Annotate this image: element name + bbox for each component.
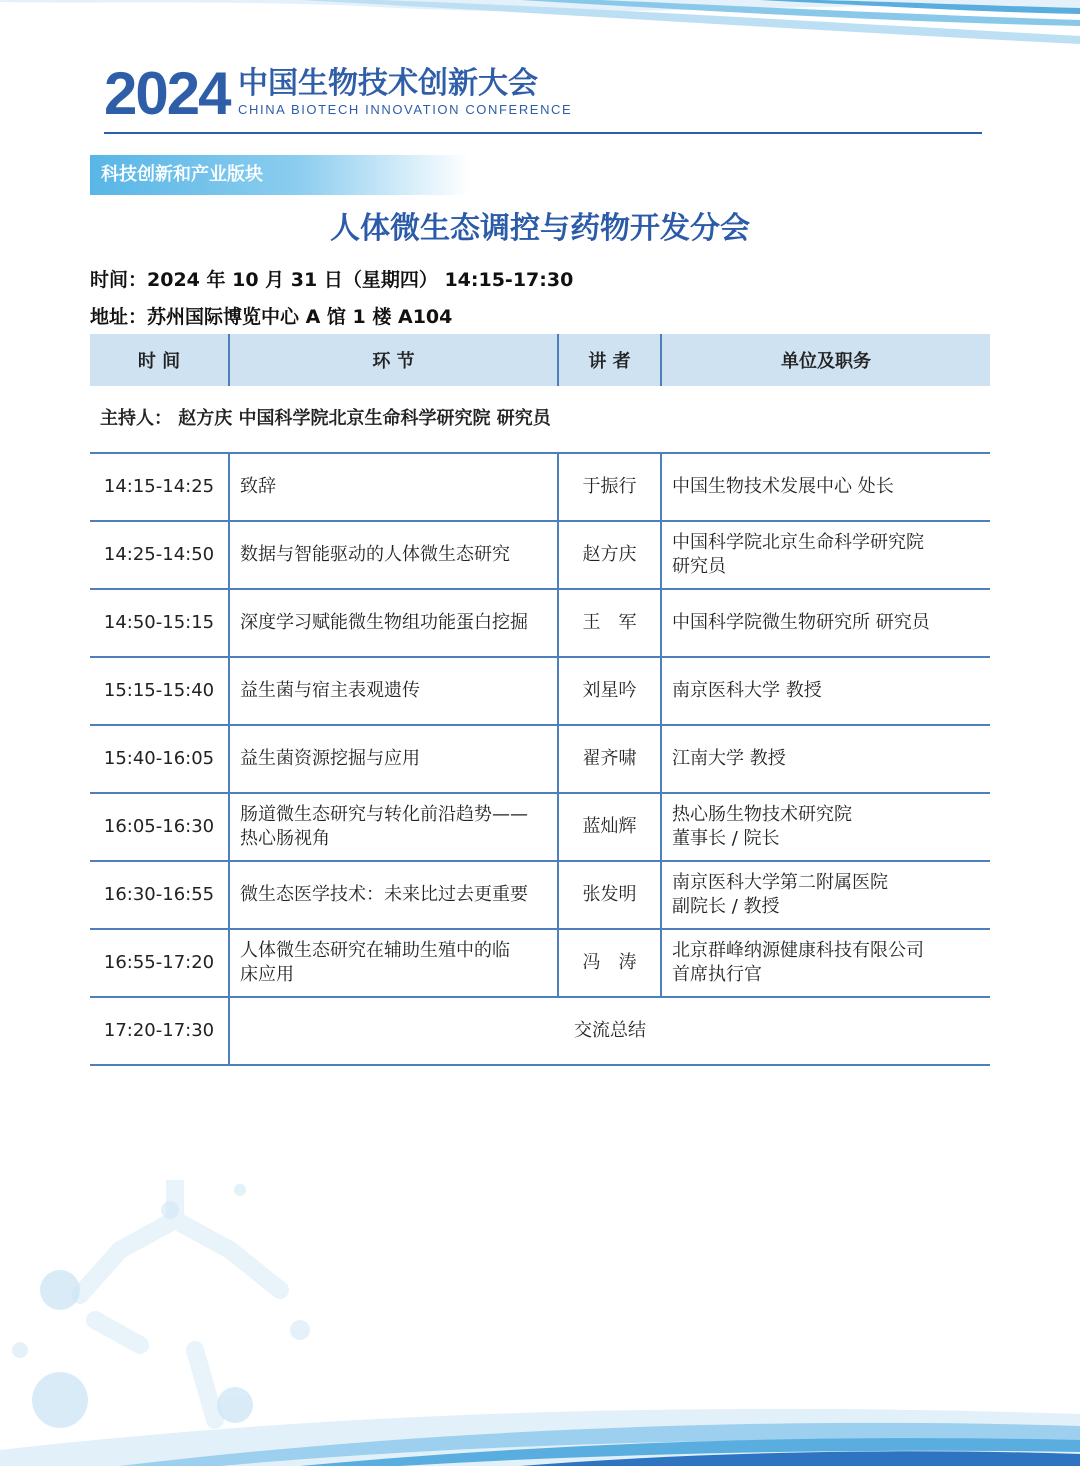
logo-year: 2024 — [104, 60, 230, 127]
agenda-row — [90, 657, 990, 725]
row-topic: 深度学习赋能微生物组功能蛋白挖掘 — [229, 589, 558, 657]
row-affiliation: 中国生物技术发展中心 处长 — [661, 453, 990, 521]
logo-english-name: CHINA BIOTECH INNOVATION CONFERENCE — [238, 102, 573, 117]
row-time: 16:55-17:20 — [90, 929, 229, 997]
closing-time: 17:20-17:30 — [90, 997, 229, 1065]
header-divider — [104, 132, 982, 134]
header-speaker: 讲 者 — [558, 334, 661, 386]
table-header-row — [90, 334, 990, 386]
row-affiliation: 江南大学 教授 — [661, 725, 990, 793]
row-speaker: 翟齐啸 — [558, 725, 661, 793]
row-speaker: 于振行 — [558, 453, 661, 521]
session-title: 人体微生态调控与药物开发分会 — [330, 211, 750, 246]
agenda-row — [90, 861, 990, 929]
host-row — [90, 386, 990, 453]
bottom-molecule-decoration — [0, 1180, 1080, 1466]
row-time: 16:30-16:55 — [90, 861, 229, 929]
agenda-row — [90, 793, 990, 861]
agenda-body — [90, 386, 990, 1065]
row-affiliation: 北京群峰纳源健康科技有限公司 首席执行官 — [661, 929, 990, 997]
row-speaker: 刘星吟 — [558, 657, 661, 725]
row-topic: 益生菌与宿主表观遗传 — [229, 657, 558, 725]
agenda-row — [90, 453, 990, 521]
agenda-row — [90, 589, 990, 657]
row-speaker: 赵方庆 — [558, 521, 661, 589]
row-topic: 益生菌资源挖掘与应用 — [229, 725, 558, 793]
row-affiliation: 热心肠生物技术研究院 董事长 / 院长 — [661, 793, 990, 861]
row-affiliation: 中国科学院微生物研究所 研究员 — [661, 589, 990, 657]
header-time: 时 间 — [90, 334, 229, 386]
closing-row — [90, 997, 990, 1065]
row-time: 14:15-14:25 — [90, 453, 229, 521]
section-badge-label: 科技创新和产业版块 — [101, 164, 263, 185]
session-time: 时间：2024 年 10 月 31 日（星期四） 14:15-17:30 — [90, 269, 574, 291]
row-affiliation: 南京医科大学 教授 — [661, 657, 990, 725]
row-affiliation: 中国科学院北京生命科学研究院 研究员 — [661, 521, 990, 589]
row-topic: 微生态医学技术：未来比过去更重要 — [229, 861, 558, 929]
row-topic: 肠道微生态研究与转化前沿趋势—— 热心肠视角 — [229, 793, 558, 861]
agenda-row — [90, 929, 990, 997]
session-address: 地址：苏州国际博览中心 A 馆 1 楼 A104 — [90, 306, 453, 328]
row-time: 16:05-16:30 — [90, 793, 229, 861]
agenda-table — [90, 334, 990, 1066]
row-time: 14:25-14:50 — [90, 521, 229, 589]
top-wave-decoration — [0, 0, 1080, 60]
logo-chinese-name: 中国生物技术创新大会 — [238, 66, 538, 101]
row-affiliation: 南京医科大学第二附属医院 副院长 / 教授 — [661, 861, 990, 929]
section-badge — [90, 155, 470, 195]
row-time: 15:40-16:05 — [90, 725, 229, 793]
agenda-row — [90, 521, 990, 589]
row-topic: 数据与智能驱动的人体微生态研究 — [229, 521, 558, 589]
closing-label: 交流总结 — [229, 997, 990, 1065]
row-topic: 人体微生态研究在辅助生殖中的临 床应用 — [229, 929, 558, 997]
row-speaker: 张发明 — [558, 861, 661, 929]
row-topic: 致辞 — [229, 453, 558, 521]
agenda-row — [90, 725, 990, 793]
header-affiliation: 单位及职务 — [661, 334, 990, 386]
row-speaker: 冯 涛 — [558, 929, 661, 997]
host-line: 主持人： 赵方庆 中国科学院北京生命科学研究院 研究员 — [90, 386, 990, 453]
row-time: 14:50-15:15 — [90, 589, 229, 657]
row-speaker: 王 军 — [558, 589, 661, 657]
header-topic: 环 节 — [229, 334, 558, 386]
row-speaker: 蓝灿辉 — [558, 793, 661, 861]
row-time: 15:15-15:40 — [90, 657, 229, 725]
